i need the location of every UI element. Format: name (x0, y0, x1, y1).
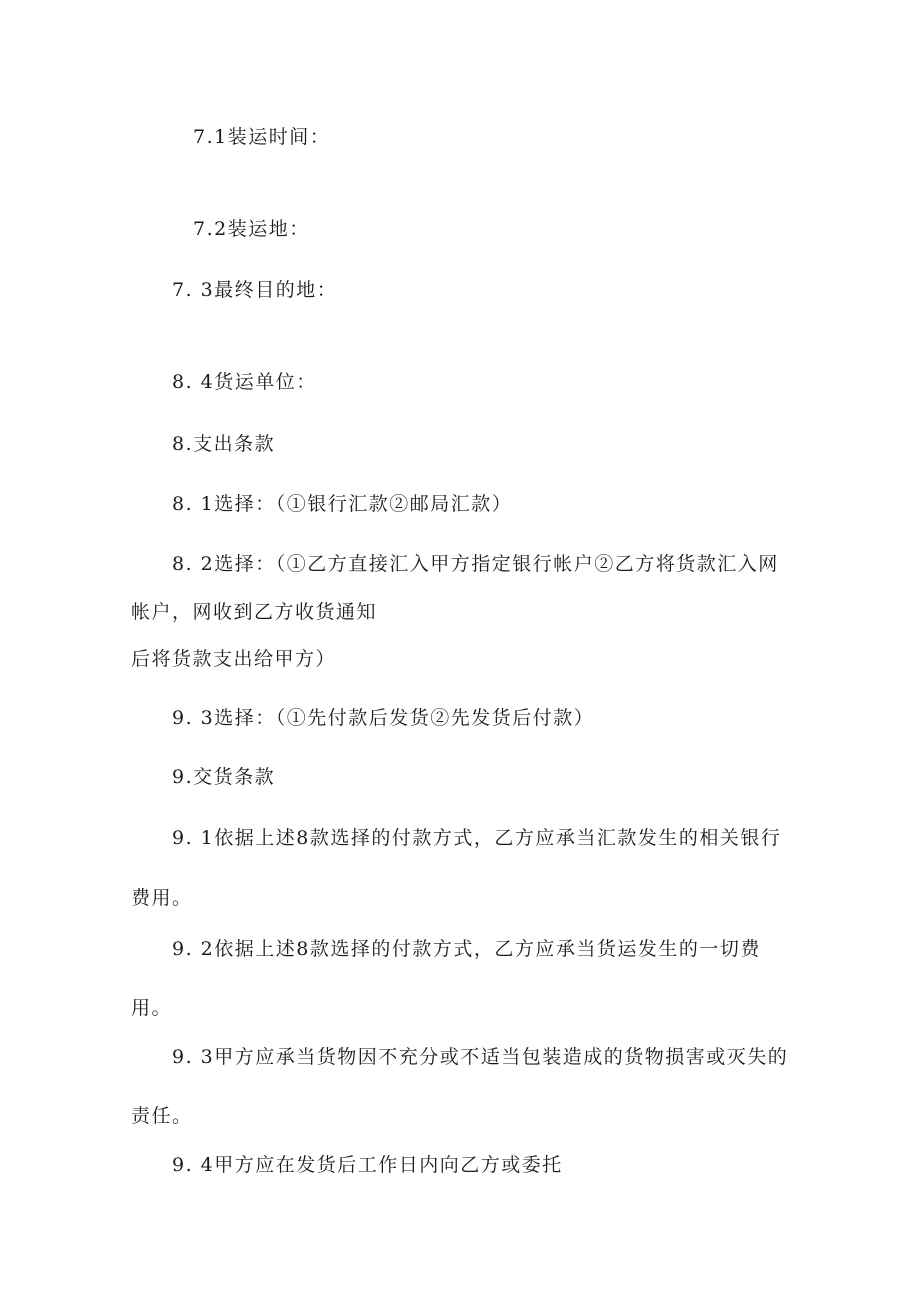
section-8-payment-terms-heading: 8.支出条款 (172, 433, 276, 455)
clause-9-3-line-1: 9. 3甲方应承当货物因不充分或不适当包装造成的货物损害或灭失的 (172, 1046, 789, 1068)
clause-8-1-choice: 8. 1选择：（①银行汇款②邮局汇款） (172, 493, 513, 515)
clause-9-1-line-2: 费用。 (131, 887, 193, 909)
clause-7-1-shipping-time: 7.1装运时间： (193, 126, 331, 148)
clause-9-2-line-2: 用。 (131, 997, 173, 1019)
clause-9-4-line-1: 9. 4甲方应在发货后工作日内向乙方或委托 (172, 1154, 563, 1176)
clause-9-2-line-1: 9. 2依据上述8款选择的付款方式，乙方应承当货运发生的一切费 (172, 938, 761, 960)
clause-9-3-choice: 9. 3选择：（①先付款后发货②先发货后付款） (172, 707, 595, 729)
clause-8-2-choice-line-1: 8. 2选择：（①乙方直接汇入甲方指定银行帐户②乙方将货款汇入网 (172, 553, 779, 575)
clause-8-4-freight-unit: 8. 4货运单位： (172, 371, 317, 393)
clause-7-2-shipping-place: 7.2装运地： (193, 218, 310, 240)
clause-7-3-final-destination: 7. 3最终目的地： (172, 279, 338, 301)
clause-8-2-choice-line-2: 帐户，网收到乙方收货通知 (131, 601, 378, 623)
clause-9-1-line-1: 9. 1依据上述8款选择的付款方式，乙方应承当汇款发生的相关银行 (172, 827, 782, 849)
section-9-delivery-terms-heading: 9.交货条款 (172, 766, 276, 788)
clause-8-2-choice-line-3: 后将货款支出给甲方） (131, 648, 337, 670)
clause-9-3-line-2: 责任。 (131, 1105, 193, 1127)
